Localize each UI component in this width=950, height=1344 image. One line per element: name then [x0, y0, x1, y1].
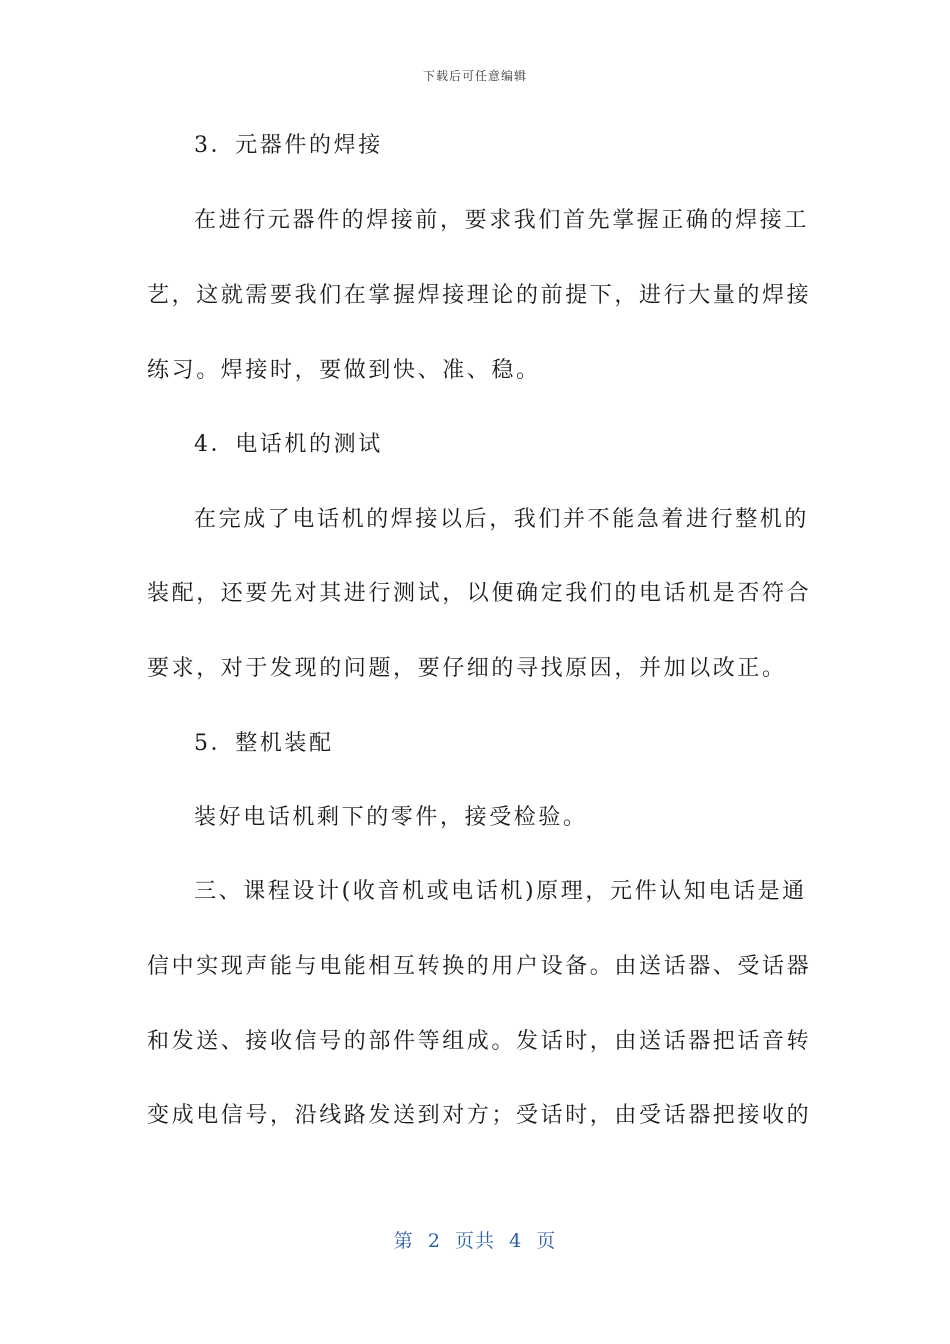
paragraph-line: 变成电信号，沿线路发送到对方；受话时，由受话器把接收的 — [147, 1103, 812, 1128]
paragraph-line: 要求，对于发现的问题，要仔细的寻找原因，并加以改正。 — [147, 656, 787, 681]
paragraph-line: 装好电话机剩下的零件，接受检验。 — [194, 805, 588, 830]
section-heading-5: 5．整机装配 — [194, 731, 334, 756]
paragraph-line: 在进行元器件的焊接前，要求我们首先掌握正确的焊接工 — [194, 208, 810, 233]
paragraph-line: 和发送、接收信号的部件等组成。发话时，由送话器把话音转 — [147, 1029, 812, 1054]
paragraph-line: 练习。焊接时，要做到快、准、稳。 — [147, 358, 541, 383]
header-note: 下载后可任意编辑 — [422, 69, 527, 83]
paragraph-line: 艺，这就需要我们在掌握焊接理论的前提下，进行大量的焊接 — [147, 283, 812, 308]
paragraph-line: 信中实现声能与电能相互转换的用户设备。由送话器、受话器 — [147, 954, 812, 979]
section-heading-4: 4．电话机的测试 — [194, 432, 383, 457]
paragraph-line: 装配，还要先对其进行测试，以便确定我们的电话机是否符合 — [147, 581, 812, 606]
section-heading-3: 3．元器件的焊接 — [194, 133, 383, 158]
paragraph-line: 在完成了电话机的焊接以后，我们并不能急着进行整机的 — [194, 507, 810, 532]
paragraph-line: 三、课程设计(收音机或电话机)原理，元件认知电话是通 — [194, 879, 807, 904]
page-number-footer: 第 2 页共 4 页 — [393, 1230, 557, 1252]
